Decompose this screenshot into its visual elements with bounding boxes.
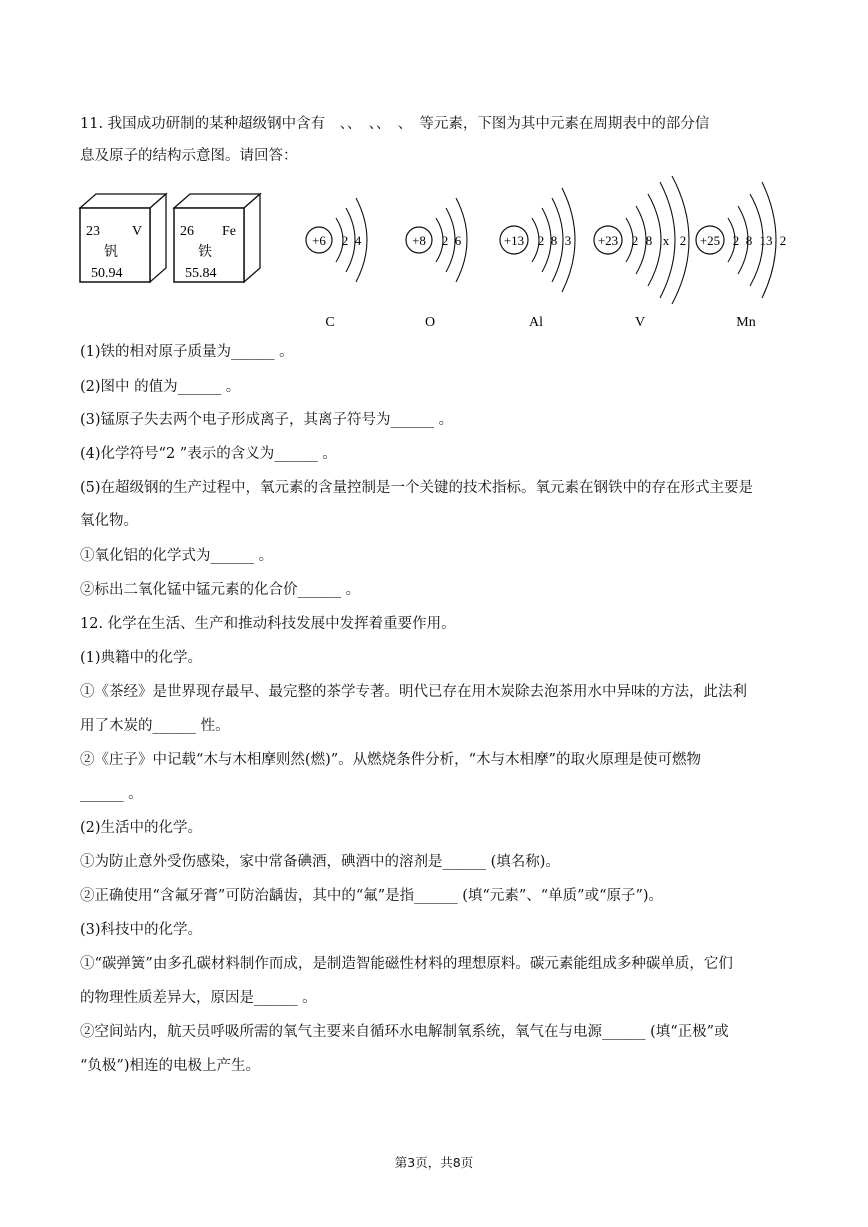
svg-text:2: 2 [679, 233, 687, 248]
tile-symbol: Fe [222, 224, 236, 239]
svg-text:2: 2 [779, 233, 787, 248]
q12-3a-line-2: 的物理性质差异大，原因是______ 。 [80, 990, 317, 1006]
atom-label: Al [529, 315, 543, 330]
q11-intro-line-2: 息及原子的结构示意图。请回答： [80, 148, 298, 164]
q12-1b-line-1: ②《庄子》中记载“木与木相摩则然(燃)”。从燃烧条件分析，“木与木相摩”的取火原理是使可燃物 [80, 752, 701, 768]
atom-label: Mn [736, 315, 756, 330]
svg-text:8: 8 [550, 233, 558, 248]
svg-text:8: 8 [745, 233, 753, 248]
svg-text:+6: +6 [312, 233, 326, 248]
svg-text:+23: +23 [597, 233, 619, 248]
q11-part-4: (4)化学符号“2 ”表示的含义为______ 。 [80, 446, 337, 462]
svg-text:2: 2 [631, 233, 639, 248]
tile-atomic-number: 26 [180, 224, 194, 239]
svg-text:+13: +13 [503, 233, 525, 248]
q12-section-1: (1)典籍中的化学。 [80, 650, 203, 666]
q11-part-5a: ①氧化铝的化学式为______ 。 [80, 548, 274, 564]
page-footer: 第3页，共8页 [394, 1155, 474, 1170]
tile-mass: 50.94 [91, 266, 123, 281]
atom-diagram-aluminum [500, 188, 575, 330]
svg-text:6: 6 [454, 233, 462, 248]
atom-diagram-oxygen [406, 198, 467, 330]
q12-intro: 12. 化学在生活、生产和推动科技发展中发挥着重要作用。 [80, 616, 456, 632]
q12-section-2: (2)生活中的化学。 [80, 820, 203, 836]
tile-symbol: V [132, 224, 143, 239]
q12-3b-line-1: ②空间站内，航天员呼吸所需的氧气主要来自循环水电解制氧系统，氧气在与电源______ (填“正极”或 [80, 1024, 729, 1040]
element-figure [74, 176, 794, 334]
atom-diagram-vanadium [594, 176, 689, 330]
q12-3a-line-1: ①“碳弹簧”由多孔碳材料制作而成，是制造智能磁性材料的理想原料。碳元素能组成多种碳单质，它们 [80, 956, 733, 972]
svg-text:4: 4 [354, 233, 362, 248]
svg-text:2: 2 [537, 233, 545, 248]
atom-label: V [634, 315, 646, 330]
atom-diagram-manganese [696, 182, 786, 330]
periodic-tile-vanadium [80, 194, 166, 282]
q11-part-3: (3)锰原子失去两个电子形成离子，其离子符号为______ 。 [80, 412, 454, 428]
svg-text:2: 2 [341, 233, 349, 248]
q11-part-2: (2)图中 的值为______ 。 [80, 379, 241, 395]
svg-text:2: 2 [732, 233, 740, 248]
atom-label: O [424, 315, 436, 330]
svg-text:+8: +8 [412, 233, 426, 248]
q11-intro-line-1: 11. 我国成功研制的某种超级钢中含有 、、 、、 、 等元素，下图为其中元素在周期表中的部分信 [80, 116, 710, 132]
svg-text:x: x [662, 233, 670, 248]
q12-2b: ②正确使用“含氟牙膏”可防治龋齿，其中的“氟”是指______ (填“元素”、“单质”或“原子”)。 [80, 888, 664, 904]
q12-3b-line-2: “负极”)相连的电极上产生。 [80, 1058, 260, 1074]
q12-2a: ①为防止意外受伤感染，家中常备碘酒，碘酒中的溶剂是______ (填名称)。 [80, 854, 560, 870]
q12-1a-line-1: ①《茶经》是世界现存最早、最完整的茶学专著。明代已存在用木炭除去泡茶用水中异味的方法，此法利 [80, 684, 747, 700]
svg-text:8: 8 [645, 233, 653, 248]
q11-part-5-line-2: 氧化物。 [80, 513, 138, 529]
svg-text:3: 3 [564, 233, 572, 248]
tile-mass: 55.84 [185, 266, 217, 281]
svg-text:2: 2 [441, 233, 449, 248]
q11-part-5b: ②标出二氧化锰中锰元素的化合价______ 。 [80, 582, 361, 598]
q12-section-3: (3)科技中的化学。 [80, 922, 203, 938]
periodic-tile-iron [174, 194, 260, 282]
q12-1b-line-2: ______ 。 [80, 786, 143, 802]
q11-part-5-line-1: (5)在超级钢的生产过程中，氧元素的含量控制是一个关键的技术指标。氧元素在钢铁中的存在形式主要是 [80, 480, 754, 496]
atom-diagram-carbon [306, 198, 367, 330]
tile-name: 钒 [104, 244, 118, 260]
tile-atomic-number: 23 [86, 224, 100, 239]
q11-part-1: (1)铁的相对原子质量为______ 。 [80, 344, 294, 360]
svg-text:13: 13 [759, 233, 773, 248]
svg-text:+25: +25 [699, 233, 721, 248]
q12-1a-line-2: 用了木炭的______ 性。 [80, 718, 230, 734]
tile-name: 铁 [198, 244, 212, 260]
atom-label: C [325, 315, 335, 330]
